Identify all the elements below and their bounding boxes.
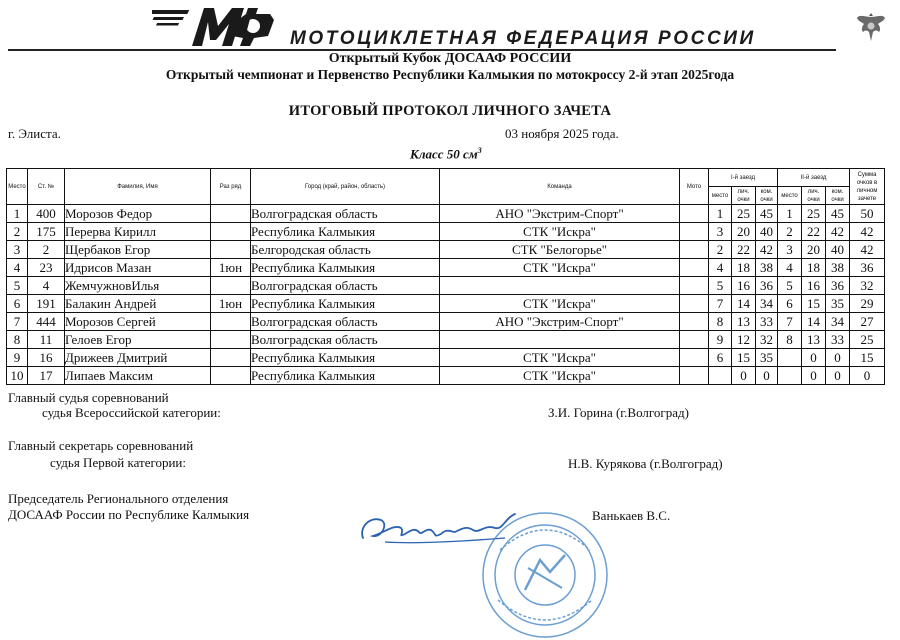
cell-team: АНО "Экстрим-Спорт"	[440, 313, 680, 331]
cell-r1-points: 16	[732, 277, 756, 295]
cell-rank	[211, 241, 251, 259]
cell-r1-place: 1	[709, 205, 732, 223]
cell-r1-com: 45	[756, 205, 778, 223]
cell-name: Перерва Кирилл	[65, 223, 211, 241]
cell-team: СТК "Искра"	[440, 349, 680, 367]
cell-r1-place: 6	[709, 349, 732, 367]
header-r1-points: лич. очки	[732, 187, 756, 205]
cell-start-number: 4	[28, 277, 65, 295]
chairman-name: Ванькаев В.С.	[592, 508, 671, 523]
event-date: 03 ноября 2025 года.	[505, 126, 619, 141]
cell-moto	[680, 295, 709, 313]
cell-r2-com: 42	[826, 223, 850, 241]
cell-name: Морозов Сергей	[65, 313, 211, 331]
protocol-title: ИТОГОВЫЙ ПРОТОКОЛ ЛИЧНОГО ЗАЧЕТА	[288, 103, 612, 119]
chief-judge-title: Главный судья соревнований	[8, 390, 169, 405]
cell-city: Волгоградская область	[251, 331, 440, 349]
cell-r2-points: 18	[802, 259, 826, 277]
cell-rank	[211, 277, 251, 295]
table-row	[7, 367, 885, 385]
cell-place: 9	[7, 349, 28, 367]
cell-r1-points: 0	[732, 367, 756, 385]
cell-r2-com: 40	[826, 241, 850, 259]
cell-moto	[680, 277, 709, 295]
cell-total: 0	[850, 367, 885, 385]
table-row	[7, 277, 885, 295]
header-place: Место	[7, 169, 28, 205]
cell-total: 32	[850, 277, 885, 295]
cell-r2-com: 36	[826, 277, 850, 295]
round-official-stamp-icon	[480, 510, 610, 640]
header-race1: I-й заезд	[709, 169, 778, 187]
cell-name: Морозов Федор	[65, 205, 211, 223]
cell-r2-place: 5	[778, 277, 802, 295]
cell-moto	[680, 223, 709, 241]
cell-rank	[211, 331, 251, 349]
cell-place: 5	[7, 277, 28, 295]
table-row	[7, 241, 885, 259]
header-r1-com: ком. очки	[756, 187, 778, 205]
table-row	[7, 259, 885, 277]
cell-r2-com: 35	[826, 295, 850, 313]
cell-r1-place: 5	[709, 277, 732, 295]
mf-logo-icon	[152, 4, 282, 50]
chief-secretary-name: Н.В. Курякова (г.Волгоград)	[568, 456, 723, 471]
cell-r2-place: 2	[778, 223, 802, 241]
cell-r2-com: 34	[826, 313, 850, 331]
cell-r1-points: 25	[732, 205, 756, 223]
cell-total: 36	[850, 259, 885, 277]
table-row	[7, 223, 885, 241]
cell-r1-com: 40	[756, 223, 778, 241]
cell-rank	[211, 367, 251, 385]
chief-judge-category: судья Всероссийской категории:	[42, 405, 221, 420]
cell-r1-points: 13	[732, 313, 756, 331]
cell-city: Волгоградская область	[251, 205, 440, 223]
cell-moto	[680, 349, 709, 367]
cell-team	[440, 277, 680, 295]
cell-team: АНО "Экстрим-Спорт"	[440, 205, 680, 223]
championship-title: Открытый чемпионат и Первенство Республики Калмыкия по мотокроссу 2-й этап 2025года	[165, 67, 735, 82]
russian-eagle-crest-icon	[856, 10, 886, 44]
table-row	[7, 205, 885, 223]
cell-place: 8	[7, 331, 28, 349]
cell-r1-points: 12	[732, 331, 756, 349]
cell-r1-points: 15	[732, 349, 756, 367]
header-race2: II-й заезд	[778, 169, 850, 187]
cell-r2-points: 14	[802, 313, 826, 331]
cell-r2-place: 4	[778, 259, 802, 277]
chief-secretary-title: Главный секретарь соревнований	[8, 438, 194, 453]
cell-r2-place: 1	[778, 205, 802, 223]
cell-r1-place: 2	[709, 241, 732, 259]
cell-r1-place: 8	[709, 313, 732, 331]
class-label-text: Класс 50 см	[410, 146, 478, 162]
cell-r1-com: 36	[756, 277, 778, 295]
cell-moto	[680, 241, 709, 259]
cell-city: Белгородская область	[251, 241, 440, 259]
cell-rank	[211, 349, 251, 367]
cell-r2-points: 0	[802, 349, 826, 367]
cell-r2-place: 7	[778, 313, 802, 331]
cell-place: 3	[7, 241, 28, 259]
cell-start-number: 2	[28, 241, 65, 259]
header-start-number: Ст. №	[28, 169, 65, 205]
cell-r2-com: 38	[826, 259, 850, 277]
cell-moto	[680, 259, 709, 277]
cell-place: 6	[7, 295, 28, 313]
event-city: г. Элиста.	[8, 126, 61, 141]
cell-rank: 1юн	[211, 295, 251, 313]
header-city: Город (край, район, область)	[251, 169, 440, 205]
results-table	[6, 168, 885, 385]
cell-name: Липаев Максим	[65, 367, 211, 385]
cell-r1-com: 34	[756, 295, 778, 313]
cell-r1-com: 0	[756, 367, 778, 385]
table-row	[7, 313, 885, 331]
chairman-title: Председатель Регионального отделения	[8, 491, 229, 506]
cell-r2-points: 0	[802, 367, 826, 385]
cup-title: Открытый Кубок ДОСААФ РОССИИ	[328, 51, 572, 66]
cell-rank	[211, 223, 251, 241]
cell-moto	[680, 313, 709, 331]
cell-team: СТК "Искра"	[440, 259, 680, 277]
cell-r1-place: 4	[709, 259, 732, 277]
cell-r1-com: 33	[756, 313, 778, 331]
cell-city: Республика Калмыкия	[251, 223, 440, 241]
table-row	[7, 349, 885, 367]
cell-r1-com: 32	[756, 331, 778, 349]
cell-place: 4	[7, 259, 28, 277]
header-r1-place: место	[709, 187, 732, 205]
class-label-superscript: 3	[477, 146, 482, 155]
cell-place: 10	[7, 367, 28, 385]
cell-city: Республика Калмыкия	[251, 349, 440, 367]
cell-r2-place	[778, 349, 802, 367]
cell-r2-points: 20	[802, 241, 826, 259]
cell-r1-points: 20	[732, 223, 756, 241]
cell-r2-com: 0	[826, 367, 850, 385]
cell-total: 27	[850, 313, 885, 331]
cell-start-number: 23	[28, 259, 65, 277]
cell-total: 15	[850, 349, 885, 367]
cell-start-number: 191	[28, 295, 65, 313]
cell-r2-com: 45	[826, 205, 850, 223]
cell-city: Волгоградская область	[251, 313, 440, 331]
cell-r1-com: 42	[756, 241, 778, 259]
cell-name: Балакин Андрей	[65, 295, 211, 313]
cell-r1-place: 9	[709, 331, 732, 349]
cell-start-number: 400	[28, 205, 65, 223]
cell-team: СТК "Белогорье"	[440, 241, 680, 259]
cell-total: 29	[850, 295, 885, 313]
federation-name: МОТОЦИКЛЕТНАЯ ФЕДЕРАЦИЯ РОССИИ	[290, 28, 756, 49]
cell-start-number: 11	[28, 331, 65, 349]
cell-start-number: 175	[28, 223, 65, 241]
header-rank: Раз ряд	[211, 169, 251, 205]
cell-rank	[211, 313, 251, 331]
cell-r1-place: 3	[709, 223, 732, 241]
cell-rank	[211, 205, 251, 223]
cell-team	[440, 331, 680, 349]
cell-r1-place	[709, 367, 732, 385]
cell-total: 25	[850, 331, 885, 349]
chief-secretary-category: судья Первой категории:	[50, 455, 187, 470]
cell-start-number: 17	[28, 367, 65, 385]
cell-city: Республика Калмыкия	[251, 367, 440, 385]
cell-team: СТК "Искра"	[440, 295, 680, 313]
cell-start-number: 444	[28, 313, 65, 331]
header-r2-com: ком. очки	[826, 187, 850, 205]
cell-total: 50	[850, 205, 885, 223]
header-r2-place: место	[778, 187, 802, 205]
table-row	[7, 295, 885, 313]
cell-r2-points: 16	[802, 277, 826, 295]
cell-total: 42	[850, 223, 885, 241]
cell-city: Республика Калмыкия	[251, 259, 440, 277]
cell-r1-com: 35	[756, 349, 778, 367]
class-label	[410, 146, 482, 162]
cell-name: Идрисов Мазан	[65, 259, 211, 277]
cell-total: 42	[850, 241, 885, 259]
cell-r1-points: 22	[732, 241, 756, 259]
cell-name: ЖемчужновИлья	[65, 277, 211, 295]
table-row	[7, 331, 885, 349]
cell-r2-place: 3	[778, 241, 802, 259]
cell-start-number: 16	[28, 349, 65, 367]
cell-name: Дрижеев Дмитрий	[65, 349, 211, 367]
cell-team: СТК "Искра"	[440, 367, 680, 385]
header-team: Команда	[440, 169, 680, 205]
cell-r2-place: 6	[778, 295, 802, 313]
cell-moto	[680, 205, 709, 223]
cell-r1-com: 38	[756, 259, 778, 277]
cell-r2-com: 33	[826, 331, 850, 349]
cell-r2-place: 8	[778, 331, 802, 349]
cell-moto	[680, 331, 709, 349]
cell-place: 1	[7, 205, 28, 223]
cell-place: 7	[7, 313, 28, 331]
cell-city: Волгоградская область	[251, 277, 440, 295]
cell-name: Щербаков Егор	[65, 241, 211, 259]
cell-city: Республика Калмыкия	[251, 295, 440, 313]
cell-r1-points: 14	[732, 295, 756, 313]
cell-r2-com: 0	[826, 349, 850, 367]
cell-r1-place: 7	[709, 295, 732, 313]
header-moto: Мото	[680, 169, 709, 205]
cell-r2-place	[778, 367, 802, 385]
cell-r2-points: 15	[802, 295, 826, 313]
header-name: Фамилия, Имя	[65, 169, 211, 205]
header-sum: Сумма очков в личном зачете	[850, 169, 885, 205]
cell-r2-points: 25	[802, 205, 826, 223]
cell-place: 2	[7, 223, 28, 241]
header-r2-points: лич. очки	[802, 187, 826, 205]
cell-r1-points: 18	[732, 259, 756, 277]
chief-judge-name: З.И. Горина (г.Волгоград)	[548, 405, 689, 420]
chairman-organization: ДОСААФ России по Республике Калмыкия	[8, 507, 250, 522]
cell-team: СТК "Искра"	[440, 223, 680, 241]
cell-r2-points: 13	[802, 331, 826, 349]
cell-moto	[680, 367, 709, 385]
cell-rank: 1юн	[211, 259, 251, 277]
cell-r2-points: 22	[802, 223, 826, 241]
cell-name: Гелоев Егор	[65, 331, 211, 349]
